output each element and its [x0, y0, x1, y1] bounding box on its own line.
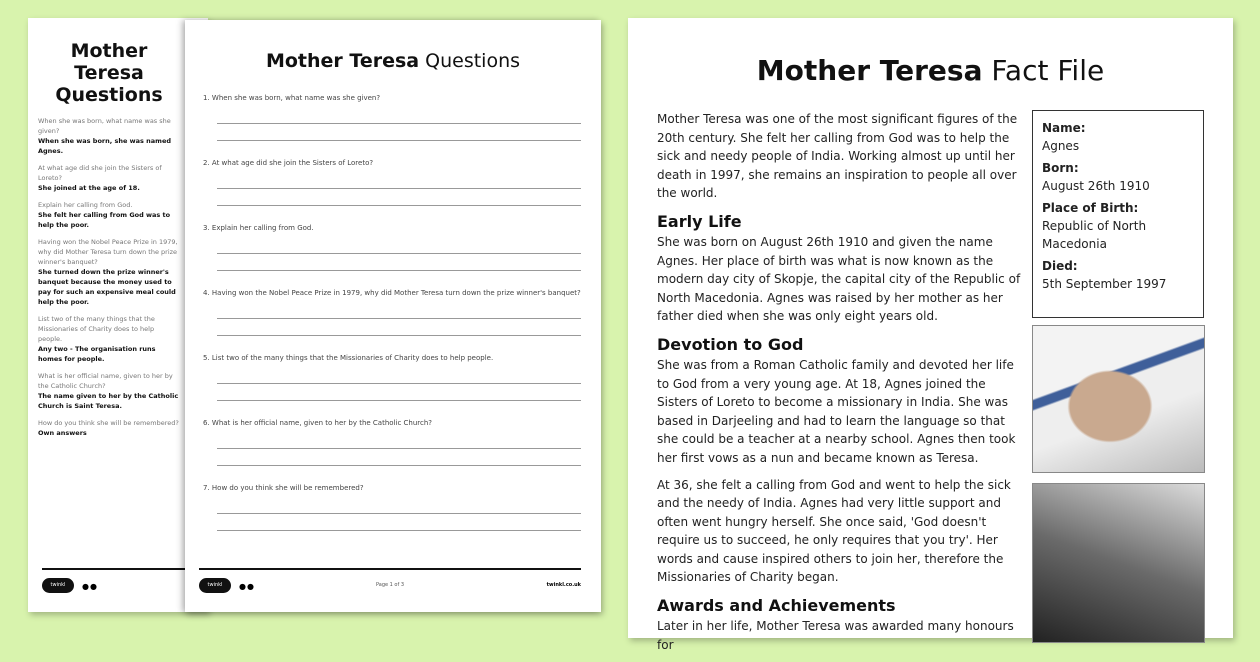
answer-item [38, 418, 180, 438]
portrait-photo [1032, 325, 1205, 473]
question-text: 4. Having won the Nobel Peace Prize in 1979, why did Mother Teresa turn down the prize winner's banquet? [203, 289, 581, 297]
question-list [203, 90, 581, 545]
answer-question: How do you think she will be remembered? [38, 419, 179, 427]
answer-line[interactable] [217, 432, 581, 449]
answer-line[interactable] [217, 254, 581, 271]
question-item [203, 415, 581, 466]
question-item [203, 155, 581, 206]
answer-question: List two of the many things that the Missionaries of Charity does to help people. [38, 315, 155, 343]
twinkl-logo: twinkl [199, 578, 231, 593]
answer-question: Having won the Nobel Peace Prize in 1979, why did Mother Teresa turn down the prize winner's banquet? [38, 238, 178, 266]
question-item [203, 90, 581, 141]
answer-item [38, 116, 180, 156]
page-footer [42, 568, 188, 591]
answer-text: She joined at the age of 18. [38, 184, 140, 192]
awards-paragraph: Later in her life, Mother Teresa was awarded many honours for [657, 619, 1014, 652]
page-footer [199, 568, 581, 591]
question-text: 1. When she was born, what name was she given? [203, 94, 381, 102]
question-text: 5. List two of the many things that the Missionaries of Charity does to help people. [203, 354, 494, 362]
died-label: Died: [1042, 259, 1078, 273]
question-text: 2. At what age did she join the Sisters of Loreto? [203, 159, 374, 167]
twinkl-logo: twinkl [42, 578, 74, 593]
born-label: Born: [1042, 161, 1079, 175]
answer-list [38, 116, 180, 445]
answer-line[interactable] [217, 302, 581, 319]
answer-line[interactable] [217, 124, 581, 141]
early-life-paragraph: She was born on August 26th 1910 and given the name Agnes. Her place of birth was what is now known as the modern day city of Skopje, the capital city of the Republic of North Macedonia. Agnes was raised by her mother as her father died when she was only eight years old. [657, 234, 1021, 324]
answer-text: Own answers [38, 429, 87, 437]
answer-line[interactable] [217, 107, 581, 124]
answer-line[interactable] [217, 237, 581, 254]
question-item [203, 220, 581, 271]
answer-line[interactable] [217, 319, 581, 336]
answer-item [38, 314, 180, 364]
intro-paragraph: Mother Teresa was one of the most significant figures of the 20th century. She felt her calling from God was to help the sick and needy people of India. Working almost up until her death in 1997, she remains an inspiration to people all over the world. [657, 112, 1018, 201]
answer-question: Explain her calling from God. [38, 201, 133, 209]
info-box [1032, 110, 1204, 318]
heading-devotion: Devotion to God [657, 334, 804, 354]
answer-line[interactable] [217, 384, 581, 401]
name-value: Agnes [1042, 139, 1080, 153]
answer-sheet-page [28, 18, 208, 612]
fact-file-title: Mother Teresa Fact File [756, 54, 1105, 87]
name-label: Name: [1042, 121, 1086, 135]
answer-text: She turned down the prize winner's banquet because the money used to pay for such an expensive meal could help the poor. [38, 268, 176, 306]
answer-line[interactable] [217, 514, 581, 531]
answer-line[interactable] [217, 497, 581, 514]
answer-text: She felt her calling from God was to help the poor. [38, 211, 171, 229]
dots-icon: ●● [82, 582, 98, 591]
born-value: August 26th 1910 [1042, 179, 1150, 193]
answer-text: When she was born, she was named Agnes. [38, 137, 172, 155]
answer-item [38, 200, 180, 230]
question-text: 3. Explain her calling from God. [203, 224, 314, 232]
devotion-paragraph-1: She was from a Roman Catholic family and devoted her life to God from a very young age. At 18, Agnes joined the Sisters of Loreto to become a missionary in India. She was based in Darjeeling and had to learn the language so that she could be a teacher at a nearby school. Agnes then took her first vows as a nun and became known as Teresa. [657, 357, 1016, 465]
heading-awards: Awards and Achievements [657, 596, 896, 616]
devotion-paragraph-2: At 36, she felt a calling from God and went to help the sick and the needy of India. Agnes had very little support and often went hungry herself. She once said, 'God doesn't require us to succeed, he only requires that you try'. Her words and cause inspired others to join her, therefore the Missionaries of Charity began. [657, 477, 1011, 585]
site-url: twinkl.co.uk [546, 582, 581, 588]
questions-title: Mother Teresa Questions [265, 50, 521, 72]
answer-item [38, 237, 180, 307]
answer-line[interactable] [217, 367, 581, 384]
answer-line[interactable] [217, 172, 581, 189]
question-text: 6. What is her official name, given to her by the Catholic Church? [203, 419, 433, 427]
fact-file-page [628, 18, 1233, 652]
questions-page [185, 20, 601, 612]
answer-line[interactable] [217, 189, 581, 206]
child-photo [1032, 483, 1205, 643]
answer-line[interactable] [217, 449, 581, 466]
heading-early-life: Early Life [657, 211, 742, 231]
answer-sheet-title: Mother Teresa Questions [55, 40, 163, 106]
answer-text: The name given to her by the Catholic Church is Saint Teresa. [38, 392, 179, 410]
answer-question: At what age did she join the Sisters of Loreto? [38, 164, 162, 182]
question-item [203, 350, 581, 401]
dots-icon: ●● [239, 582, 255, 591]
question-text: 7. How do you think she will be remembered? [203, 484, 364, 492]
answer-item [38, 371, 180, 411]
page-number: Page 1 of 3 [375, 582, 405, 588]
fact-file-body [657, 110, 1021, 662]
died-value: 5th September 1997 [1042, 277, 1167, 291]
place-value: Republic of North Macedonia [1042, 219, 1147, 251]
place-label: Place of Birth: [1042, 201, 1139, 215]
question-item [203, 285, 581, 336]
answer-text: Any two - The organisation runs homes for people. [38, 345, 156, 363]
answer-question: When she was born, what name was she given? [38, 117, 171, 135]
question-item [203, 480, 581, 531]
answer-question: What is her official name, given to her by the Catholic Church? [38, 372, 173, 390]
answer-item [38, 163, 180, 193]
